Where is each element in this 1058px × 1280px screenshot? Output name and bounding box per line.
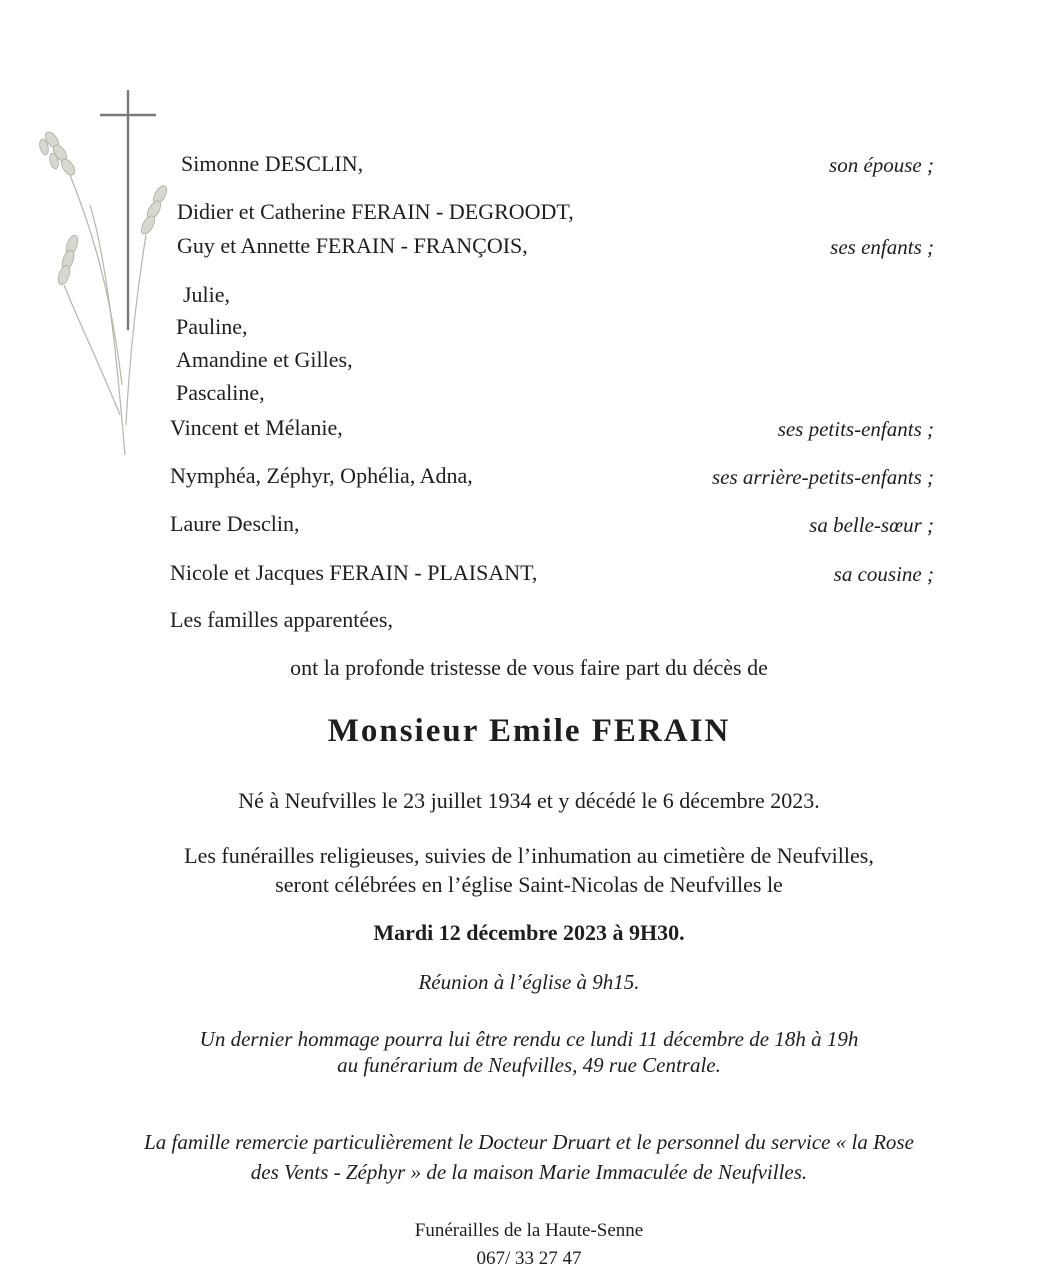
family-name-6: Amandine et Gilles,: [176, 347, 353, 372]
family-name-3: Guy et Annette FERAIN - FRANÇOIS,: [177, 233, 528, 258]
family-relation-1: son épouse ;: [829, 153, 934, 177]
deceased-name: Monsieur Emile FERAIN: [327, 713, 731, 749]
thanks-line-2: des Vents - Zéphyr » de la maison Marie Immaculée de Neufvilles.: [250, 1160, 808, 1184]
funeral-date: Mardi 12 décembre 2023 à 9H30.: [373, 920, 685, 945]
family-relation-8: ses petits-enfants ;: [777, 417, 934, 441]
family-name-8: Vincent et Mélanie,: [170, 415, 343, 440]
family-name-2: Didier et Catherine FERAIN - DEGROODT,: [177, 199, 574, 224]
family-name-10: Laure Desclin,: [170, 511, 300, 536]
undertaker-phone: 067/ 33 27 47: [476, 1248, 582, 1269]
funeral-line-1: Les funérailles religieuses, suivies de l’inhumation au cimetière de Neufvilles,: [184, 843, 874, 868]
funeral-line-2: seront célébrées en l’église Saint-Nicolas de Neufvilles le: [275, 872, 783, 897]
family-relation-9: ses arrière-petits-enfants ;: [711, 465, 934, 489]
family-name-9: Nymphéa, Zéphyr, Ophélia, Adna,: [170, 463, 473, 488]
family-name-12: Les familles apparentées,: [170, 607, 393, 632]
family-relation-3: ses enfants ;: [830, 235, 934, 259]
family-name-4: Julie,: [183, 282, 231, 307]
family-name-1: Simonne DESCLIN,: [181, 151, 364, 176]
family-relation-10: sa belle-sœur ;: [809, 513, 934, 537]
undertaker-name: Funérailles de la Haute-Senne: [414, 1220, 644, 1241]
family-name-5: Pauline,: [176, 314, 248, 339]
announcement-text: ont la profonde tristesse de vous faire part du décès de: [290, 655, 768, 680]
tribute-line-2: au funérarium de Neufvilles, 49 rue Centrale.: [337, 1053, 721, 1077]
tribute-line-1: Un dernier hommage pourra lui être rendu ce lundi 11 décembre de 18h à 19h: [199, 1027, 859, 1051]
meeting-text: Réunion à l’église à 9h15.: [418, 970, 640, 994]
thanks-line-1: La famille remercie particulièrement le Docteur Druart et le personnel du service « la Rose: [144, 1130, 914, 1154]
cross-wheat-icon: [30, 85, 180, 465]
family-name-7: Pascaline,: [176, 380, 265, 405]
family-name-11: Nicole et Jacques FERAIN - PLAISANT,: [170, 560, 538, 585]
birth-death-text: Né à Neufvilles le 23 juillet 1934 et y décédé le 6 décembre 2023.: [238, 788, 820, 813]
family-relation-11: sa cousine ;: [833, 562, 934, 586]
